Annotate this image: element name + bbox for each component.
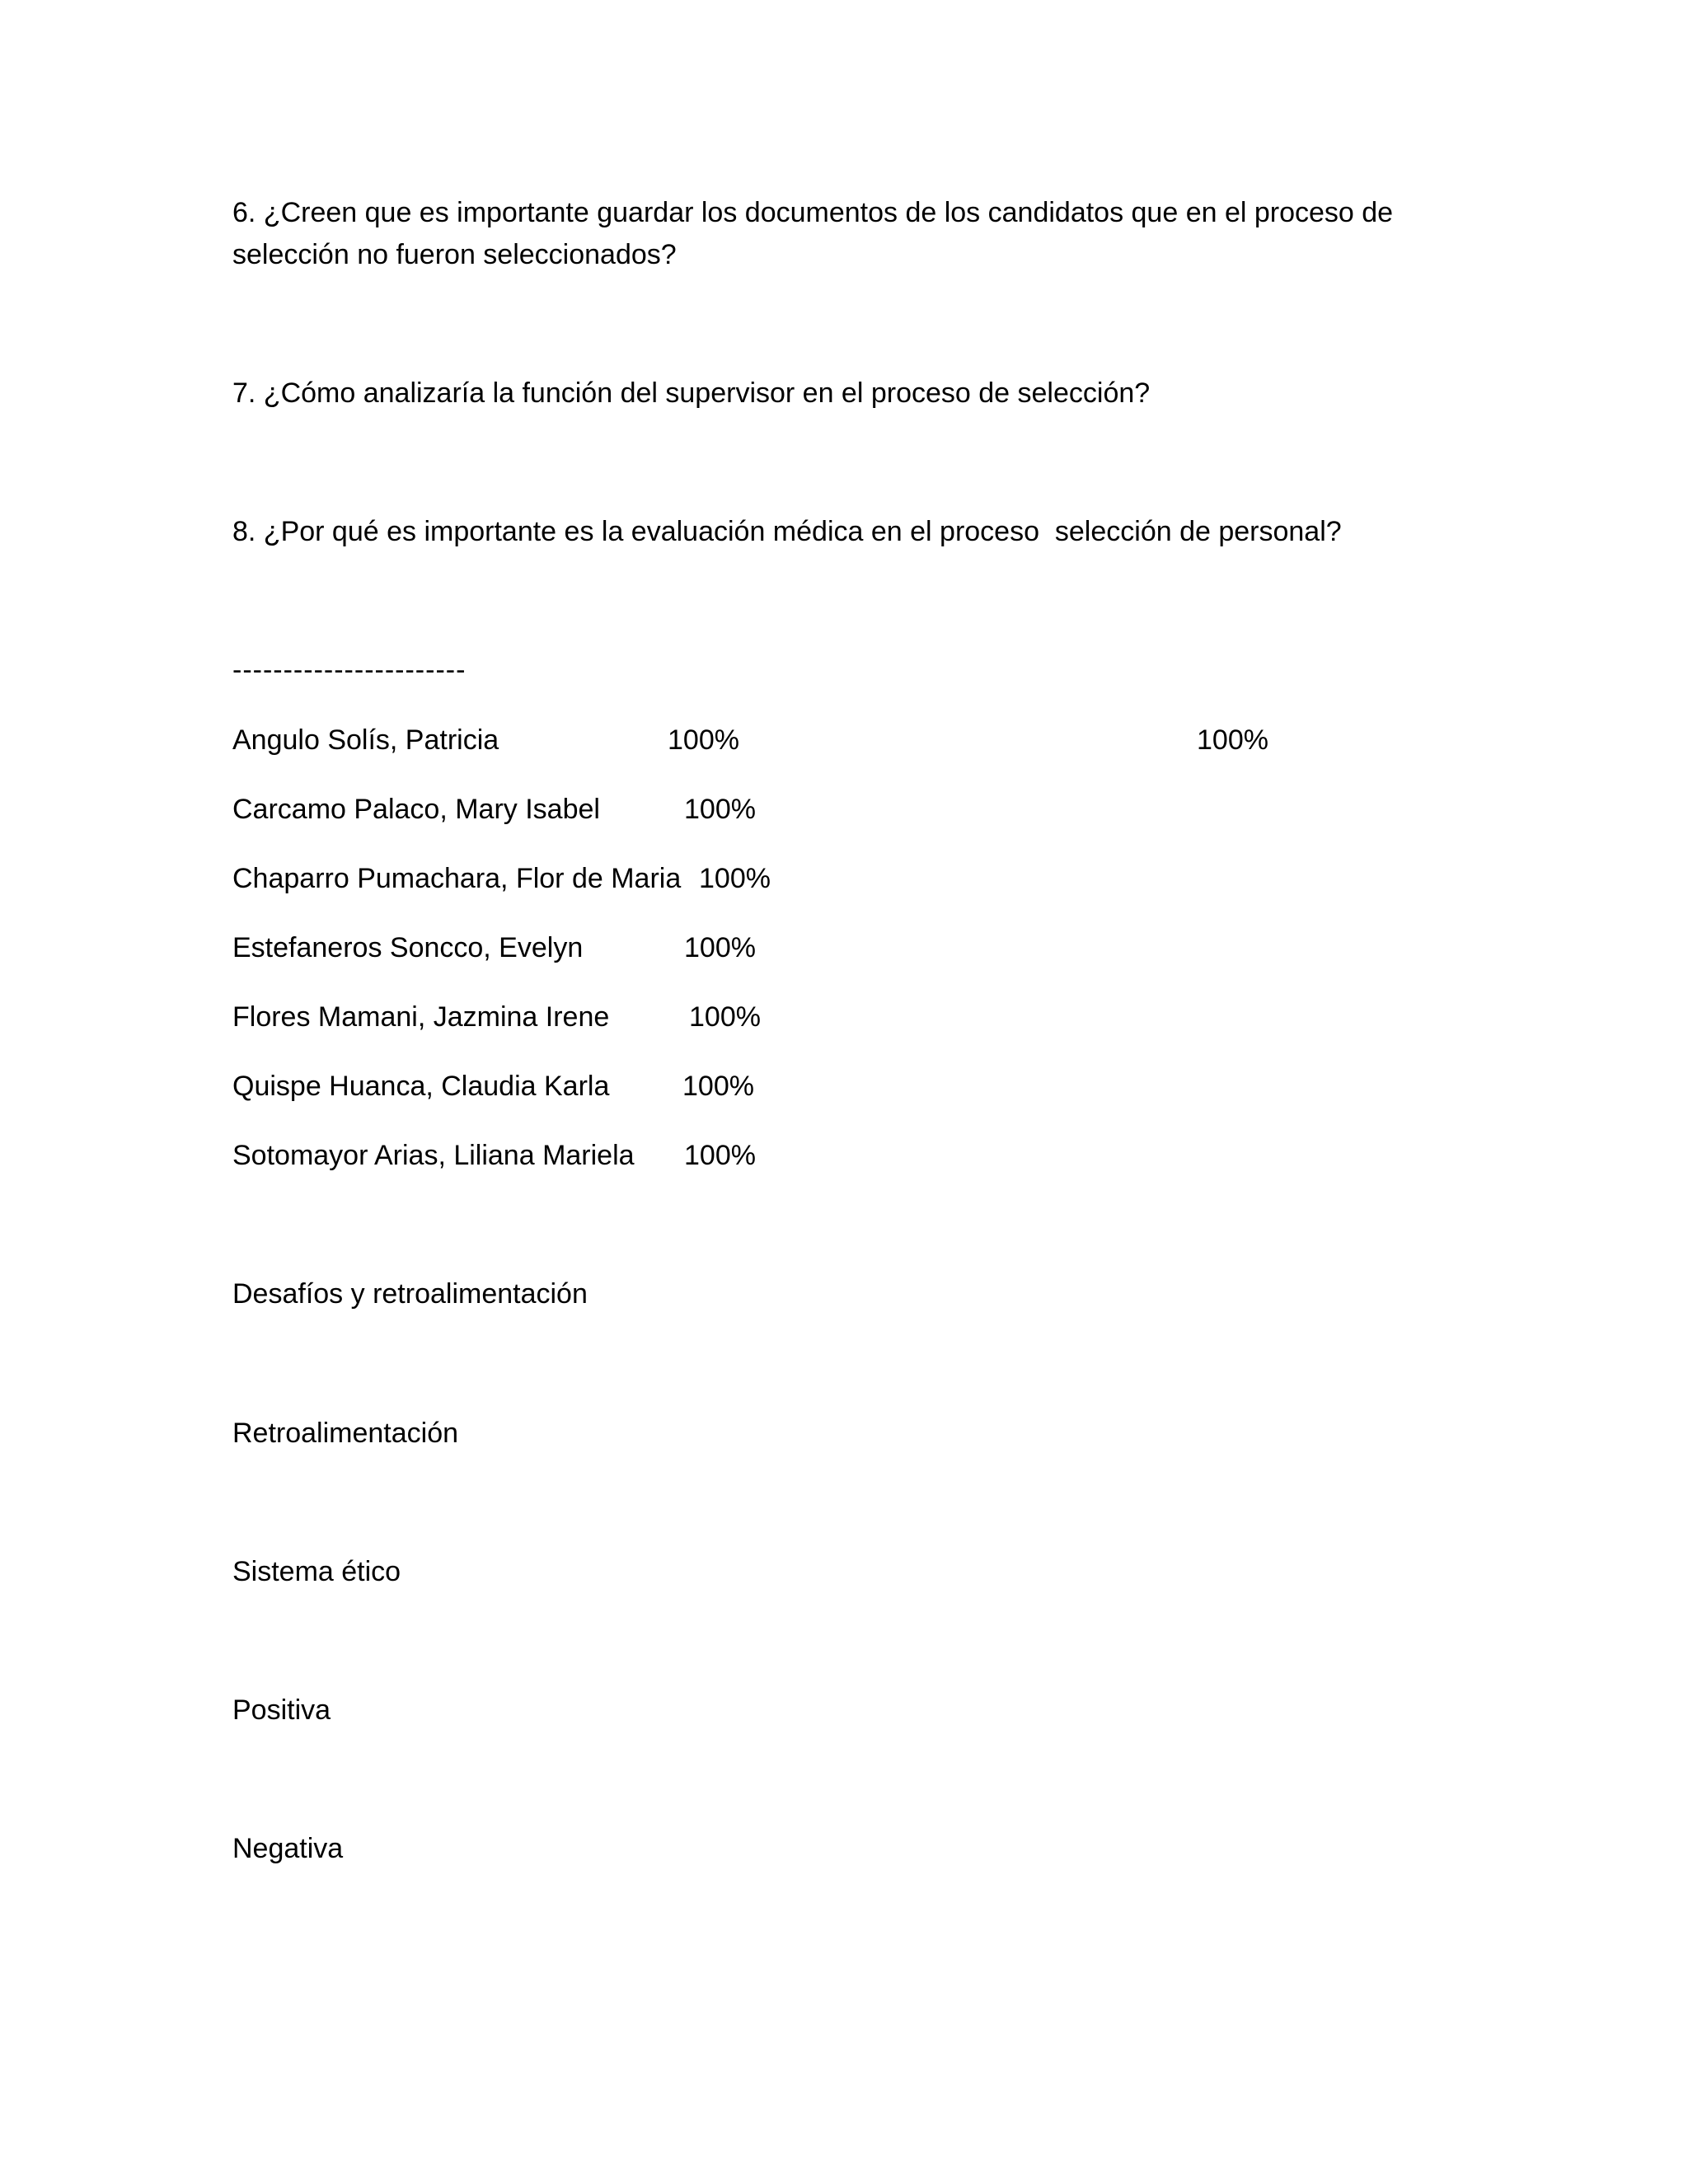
participant-name: Quispe Huanca, Claudia Karla <box>232 1071 610 1102</box>
topic-desafios: Desafíos y retroalimentación <box>232 1278 588 1310</box>
question-6-line-1: 6. ¿Creen que es importante guardar los documentos de los candidatos que en el proceso de <box>232 197 1394 228</box>
participant-row <box>0 927 1688 968</box>
participant-percent: 100% <box>684 794 756 825</box>
participant-row <box>0 858 1688 899</box>
participant-name: Sotomayor Arias, Liliana Mariela <box>232 1140 635 1171</box>
participant-row <box>0 1135 1688 1176</box>
participant-name: Carcamo Palaco, Mary Isabel <box>232 794 600 825</box>
question-6-line-2: selección no fueron seleccionados? <box>232 239 677 270</box>
participant-row <box>0 719 1688 761</box>
separator-line: ----------------------- <box>232 654 467 686</box>
question-7: 7. ¿Cómo analizaría la función del supervisor en el proceso de selección? <box>232 377 1151 409</box>
question-8: 8. ¿Por qué es importante es la evaluación médica en el proceso selección de personal? <box>232 516 1342 547</box>
participant-percent: 100% <box>689 1001 761 1033</box>
participant-row <box>0 789 1688 830</box>
topic-sistema-etico: Sistema ético <box>232 1556 401 1587</box>
participant-name: Chaparro Pumachara, Flor de Maria <box>232 863 682 894</box>
participant-percent: 100% <box>684 932 756 963</box>
topic-retroalimentacion: Retroalimentación <box>232 1418 459 1449</box>
participant-row <box>0 996 1688 1038</box>
participant-row <box>0 1066 1688 1107</box>
participant-name: Flores Mamani, Jazmina Irene <box>232 1001 610 1033</box>
participant-name: Angulo Solís, Patricia <box>232 724 499 756</box>
participant-percent: 100% <box>699 863 771 894</box>
participant-percent: 100% <box>684 1140 756 1171</box>
topic-positiva: Positiva <box>232 1694 331 1726</box>
topic-negativa: Negativa <box>232 1833 344 1864</box>
participant-percent: 100% <box>668 724 739 756</box>
participant-percent: 100% <box>682 1071 754 1102</box>
participant-name: Estefaneros Soncco, Evelyn <box>232 932 584 963</box>
participant-percent-extra: 100% <box>1197 724 1268 756</box>
